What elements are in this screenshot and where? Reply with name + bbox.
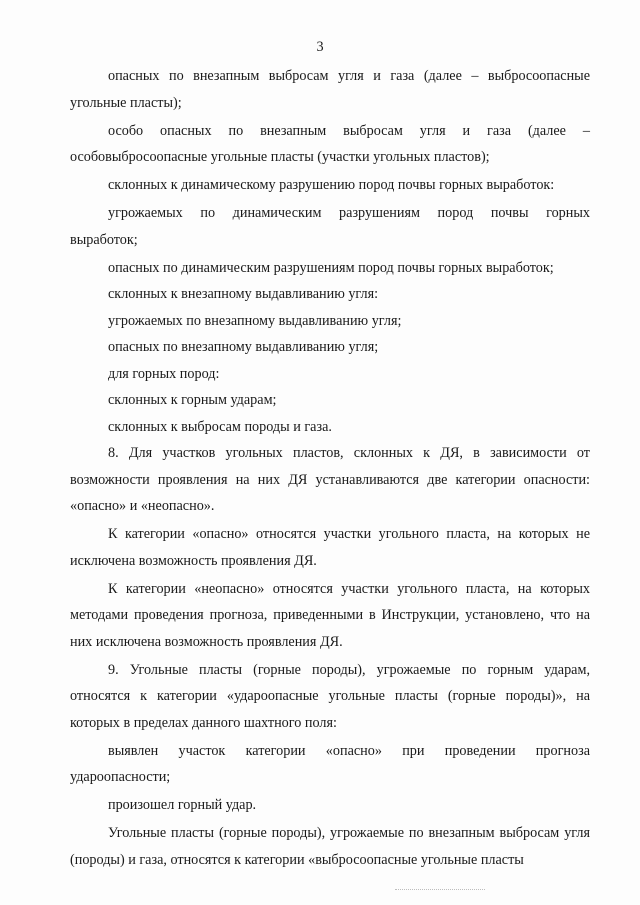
paragraph-5: опасных по динамическим разрушениям пород почвы горных выработок; bbox=[108, 259, 554, 276]
paragraph-15: 9. Угольные пласты (горные породы), угрожаемые по горным ударам, относятся к категории «удароопасные угольные пласты (горные породы)», на которых в пределах данного шахтного поля: bbox=[70, 661, 590, 731]
paragraph-1: опасных по внезапным выбросам угля и газа (далее – выбросоопасные угольные пласты); bbox=[70, 68, 590, 111]
document-body bbox=[70, 63, 590, 873]
paragraph-2: особо опасных по внезапным выбросам угля и газа (далее – особовыбросоопасные угольные пласты (участки угольных пластов); bbox=[70, 122, 590, 165]
page-number: 3 bbox=[316, 39, 324, 55]
paragraph-17: произошел горный удар. bbox=[108, 797, 257, 813]
paragraph-16: выявлен участок категории «опасно» при проведении прогноза удароопасности; bbox=[70, 742, 590, 785]
paragraph-10: склонных к горным ударам; bbox=[108, 392, 277, 408]
paragraph-8: опасных по внезапному выдавливанию угля; bbox=[108, 339, 379, 355]
paragraph-4: угрожаемых по динамическим разрушениям пород почвы горных выработок; bbox=[70, 205, 590, 248]
paragraph-6: склонных к внезапному выдавливанию угля: bbox=[108, 286, 379, 302]
paragraph-3: склонных к динамическому разрушению пород почвы горных выработок: bbox=[108, 177, 555, 193]
paragraph-9: для горных пород: bbox=[108, 365, 220, 382]
paragraph-11: склонных к выбросам породы и газа. bbox=[108, 418, 332, 435]
scan-artifact bbox=[395, 889, 485, 892]
paragraph-14: К категории «неопасно» относятся участки угольного пласта, на которых методами проведения прогноза, приведенными в Инструкции, установлено, что на них исключена возможность проявления ДЯ. bbox=[70, 580, 590, 650]
paragraph-13: К категории «опасно» относятся участки угольного пласта, на которых не исключена возможность проявления ДЯ. bbox=[70, 526, 590, 569]
paragraph-7: угрожаемых по внезапному выдавливанию угля; bbox=[108, 312, 402, 329]
paragraph-18: Угольные пласты (горные породы), угрожаемые по внезапным выбросам угля (породы) и газа, относятся к категории «выбросоопасные угольные пласты bbox=[70, 825, 590, 868]
paragraph-12: 8. Для участков угольных пластов, склонных к ДЯ, в зависимости от возможности проявления на них ДЯ устанавливаются две категории опасности: «опасно» и «неопасно». bbox=[70, 445, 590, 514]
